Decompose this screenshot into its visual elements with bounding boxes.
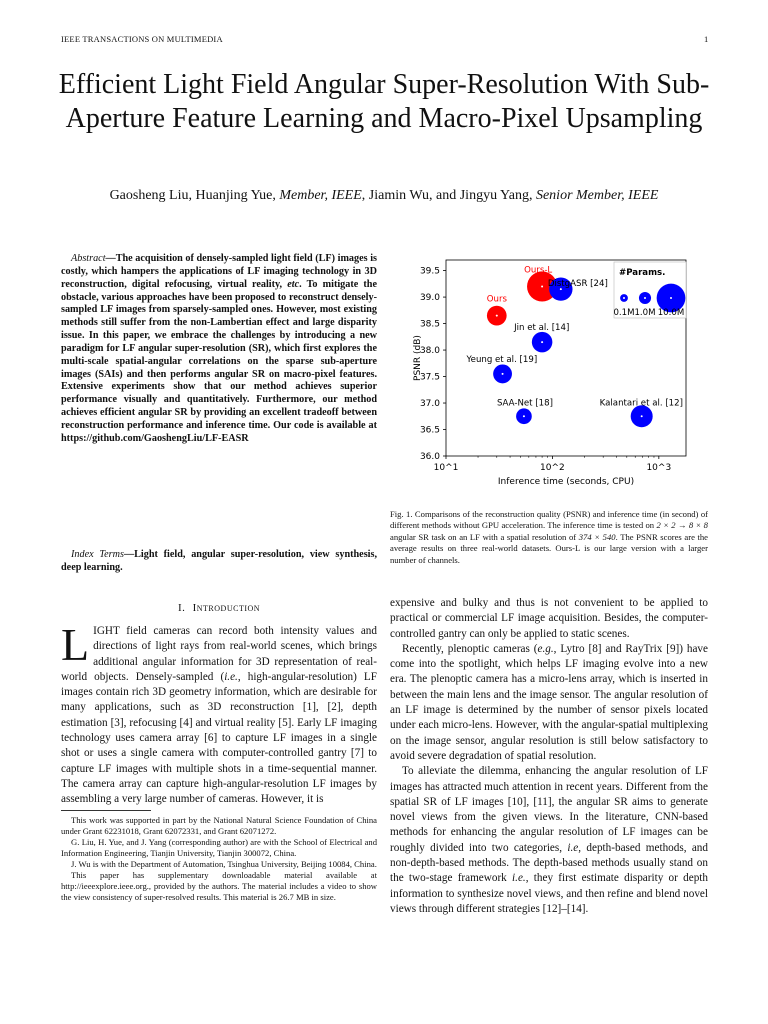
data-point-center (496, 315, 498, 317)
data-point-center (541, 285, 543, 287)
legend-marker-center (670, 297, 672, 299)
intro-ie: i.e. (224, 670, 238, 683)
author-names-2: , Jiamin Wu, and Jingyu Yang, (361, 188, 536, 203)
point-label: Ours (486, 294, 508, 305)
x-tick-label: 10^3 (646, 463, 672, 473)
point-label: SAA-Net [18] (496, 398, 553, 409)
right-paragraph-3 (390, 764, 708, 917)
caption-math-2: 374 × 540 (578, 531, 616, 542)
right-paragraph-1: expensive and bulky and thus is not convenient to be applied to practical or commercial LF image acquisition. Besides, the computer-controlled gantry can only be applied to static scenes. (390, 597, 708, 640)
y-tick-label: 36.5 (419, 425, 440, 436)
index-terms-text: —Light field, angular super-resolution, view synthesis, deep learning. (61, 549, 377, 573)
author-list (20, 188, 748, 204)
footnote-affiliation-2: J. Wu is with the Department of Automation, Tsinghua University, Beijing 10084, China. (71, 859, 377, 869)
right-p3-text-2: , depth-based methods, and non-depth-based methods. The depth-based methods usually stand on the two-stage framework (390, 841, 708, 885)
y-tick-label: 36.0 (419, 452, 440, 462)
y-tick-label: 38.0 (419, 346, 440, 357)
index-terms (61, 548, 377, 574)
intro-text-2: , high-angular-resolution) LF images contain rich 3D geometry information, which are desirable for many applications, such as 3D reconstruction [1], [2], depth estimation [3], refocusing [4] and virtual reality [5]. Early LF imaging technology uses camera array [6] to capture LF images in a single shot or uses a single camera with computer-controlled gantry [7] to capture LF images with multiple shots in a time-sequential manner. The camera array can capture high-angular-resolution LF images by assembling a very large number of cameras. However, it is (61, 670, 377, 806)
data-point-center (502, 373, 504, 375)
figure-caption (390, 509, 708, 566)
data-point-center (541, 341, 543, 343)
x-tick-label: 10^2 (540, 463, 565, 473)
right-p3-ie2: i.e. (512, 872, 526, 885)
drop-cap: L (61, 619, 90, 670)
footnote-funding: This work was supported in part by the National Natural Science Foundation of China under Grant 62231018, Grant 62072331, and Grant 62071272. (61, 815, 377, 836)
legend-label: 1.0M (634, 308, 656, 318)
caption-math-1: 2 × 2 → 8 × 8 (656, 520, 708, 531)
point-label: Kalantari et al. [12] (599, 398, 683, 409)
y-tick-label: 38.5 (419, 319, 440, 330)
author-role-1: Member, IEEE (279, 188, 362, 203)
abstract-text-2: . To mitigate the obstacle, various approaches have been proposed to reconstruct densely-sampled LF images from sparsely-sampled ones. However, most existing methods still suffer from the non-Lambertian effect and large disparity issue. In this paper, we embrace the challenges by introducing a new paradigm for LF angular super-resolution (SR), which first explores the multi-scale spatial-angular correlations on the sparse sub-aperture images (SAIs) and then performs angular SR on macro-pixel features. Extensive experiments show that our method achieves superior performance visually and quantitatively. Furthermore, our method achieves efficient angular SR by providing an excellent tradeoff between reconstruction performance and inference time. Our code is available at https://github.com/GaoshengLiu/LF-EASR (61, 278, 377, 444)
footnotes (61, 810, 377, 903)
y-tick-label: 39.5 (419, 266, 440, 277)
data-point-center (641, 415, 643, 417)
footnote-rule (61, 810, 151, 811)
right-column-body (390, 596, 708, 917)
page-number: 1 (704, 34, 709, 44)
y-tick-label: 37.0 (419, 399, 440, 410)
point-label: Yeung et al. [19] (466, 354, 538, 365)
y-tick-label: 39.0 (419, 293, 440, 304)
section-title: Introduction (192, 602, 261, 614)
footnote-affiliation-1: G. Liu, H. Yue, and J. Yang (corresponding author) are with the School of Electrical and Information Engineering, Tianjin University, Tianjin 300072, China. (61, 837, 377, 858)
legend-label: 0.1M (613, 308, 635, 318)
legend-marker-center (623, 297, 625, 299)
y-axis-label: PSNR (dB) (413, 335, 423, 381)
abstract-text-1: —The acquisition of densely-sampled light field (LF) images is costly, which hampers the applications of LF imaging technology in 3D reconstruction, digital refocusing, virtual reality, (61, 253, 377, 290)
caption-text-2: angular SR task on an LF with a spatial resolution of (390, 531, 579, 542)
intro-paragraph (61, 619, 377, 808)
intro-text-1: IGHT field cameras can record both intensity values and directions of light rays from real-world scenes, which brings additional angular information for 3D representation of real-world objects. Densely-sampled ( (61, 625, 377, 683)
right-paragraph-2 (390, 642, 708, 764)
footnote-supplementary: This paper has supplementary downloadable material available at http://ieeexplore.ieee.org., provided by the authors. The material includes a video to show the view consistency of super-resolved results. This material is 26.7 MB in size. (61, 870, 377, 902)
abstract-etc: etc (287, 278, 300, 290)
data-point-center (523, 415, 525, 417)
legend-title: #Params. (619, 268, 666, 278)
abstract (61, 253, 377, 446)
running-header: IEEE TRANSACTIONS ON MULTIMEDIA (61, 34, 223, 44)
abstract-label: Abstract (71, 253, 106, 264)
right-p3-ie: i.e (567, 841, 579, 854)
section-heading (61, 602, 377, 614)
point-label: Ours-L (524, 265, 553, 276)
legend-marker-center (644, 297, 646, 299)
point-label: DistgASR [24] (547, 279, 608, 290)
y-tick-label: 37.5 (419, 372, 440, 383)
author-names-1: Gaosheng Liu, Huanjing Yue, (109, 188, 280, 203)
right-p2-text-2: , Lytro [8] and RayTrix [9]) have come into the spotlight, which helps LF imaging evolve into a new era. The plenoptic camera has a micro-lens array, which is inserted in between the main lens and the image sensor. The angular resolution of an LF image is determined by the number of sensor pixels located under each micro-lens. However, with the angular-spatial multiplexing on the image sensor, angular resolution is still below satisfactory to avoid severe degradation of spatial resolution. (390, 642, 708, 762)
point-label: Jin et al. [14] (514, 323, 570, 334)
legend-label: 10.0M (657, 308, 685, 318)
caption-text-3: . The PSNR scores are the average results on three real-world datasets. Ours-L is our large version with a larger number of channels. (390, 531, 708, 565)
caption-text-1: Fig. 1. Comparisons of the reconstruction quality (PSNR) and inference time (in second) of different methods without GPU acceleration. The inference time is tested on (390, 509, 708, 531)
right-p3-text-1: To alleviate the dilemma, enhancing the angular resolution of LF images has attracted much attention in recent years. Different from the spatial SR of LF images [10], [11], the angular SR aims to generate novel views from the given views. In the literature, CNN-based methods for enhancing the angular resolution of LF images can be roughly divided into two categories, (390, 765, 708, 854)
author-role-2: Senior Member, IEEE (535, 188, 659, 203)
right-p3-text-3: , they first estimate disparity or depth information to synthesize novel views, and then refine and blend novel views through different strategies [12]–[14]. (390, 872, 708, 915)
index-terms-label: Index Terms (71, 549, 124, 560)
right-p2-text-1: Recently, plenoptic cameras ( (402, 642, 538, 655)
psnr-vs-time-chart (392, 256, 702, 500)
x-tick-label: 10^1 (433, 463, 459, 473)
right-p2-eg: e.g. (537, 642, 554, 655)
paper-title: Efficient Light Field Angular Super-Resolution With Sub-Aperture Feature Learning and Macro-Pixel Upsampling (58, 69, 710, 134)
x-axis-label: Inference time (seconds, CPU) (497, 477, 635, 487)
section-number: I. (177, 602, 186, 614)
